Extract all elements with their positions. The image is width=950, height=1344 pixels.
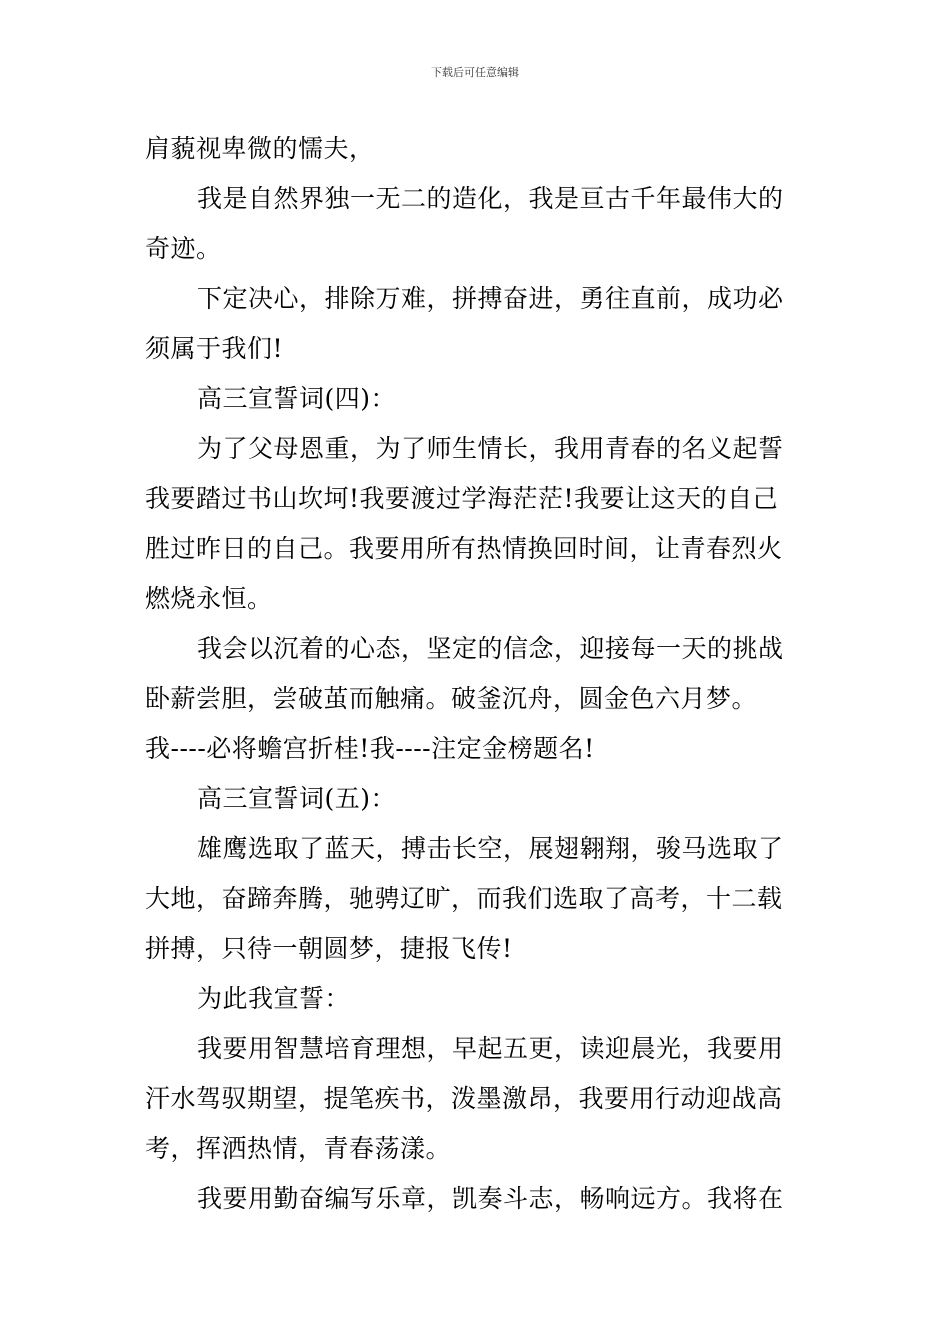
page-header: 下载后可任意编辑 xyxy=(431,66,519,79)
text-line: 为了父母恩重，为了师生情长，我用青春的名义起誓 xyxy=(197,434,784,463)
text-line: 我要用智慧培育理想，早起五更，读迎晨光，我要用 xyxy=(197,1034,784,1063)
text-line: 雄鹰选取了蓝天，搏击长空，展翅翱翔，骏马选取了 xyxy=(197,834,784,863)
text-line: 我要用勤奋编写乐章，凯奏斗志，畅响远方。我将在 xyxy=(197,1184,784,1213)
section-heading: 高三宣誓词(五)： xyxy=(197,784,397,813)
text-line: 汗水驾驭期望，提笔疾书，泼墨激昂，我要用行动迎战高 xyxy=(145,1084,783,1113)
text-line: 拼搏，只待一朝圆梦，捷报飞传! xyxy=(145,934,513,963)
section-heading: 高三宣誓词(四)： xyxy=(197,384,397,413)
text-line: 肩藐视卑微的懦夫， xyxy=(145,134,375,163)
text-line: 奇迹。 xyxy=(145,234,222,263)
text-line: 考，挥洒热情，青春荡漾。 xyxy=(145,1134,452,1163)
text-line: 我是自然界独一无二的造化，我是亘古千年最伟大的 xyxy=(197,184,784,213)
text-line: 下定决心，排除万难，拼搏奋进，勇往直前，成功必 xyxy=(197,284,784,313)
text-line: 燃烧永恒。 xyxy=(145,584,273,613)
text-line: 胜过昨日的自己。我要用所有热情换回时间，让青春烈火 xyxy=(145,534,783,563)
text-line: 大地，奋蹄奔腾，驰骋辽旷，而我们选取了高考，十二载 xyxy=(145,884,783,913)
text-line: 我会以沉着的心态，坚定的信念，迎接每一天的挑战 xyxy=(197,634,784,663)
text-line: 须属于我们! xyxy=(145,334,284,363)
text-line: 为此我宣誓： xyxy=(197,984,351,1013)
text-line: 卧薪尝胆，尝破茧而触痛。破釜沉舟，圆金色六月梦。 xyxy=(145,684,758,713)
text-line: 我----必将蟾宫折桂!我----注定金榜题名! xyxy=(145,734,595,763)
text-line: 我要踏过书山坎坷!我要渡过学海茫茫!我要让这天的自己 xyxy=(145,484,779,513)
